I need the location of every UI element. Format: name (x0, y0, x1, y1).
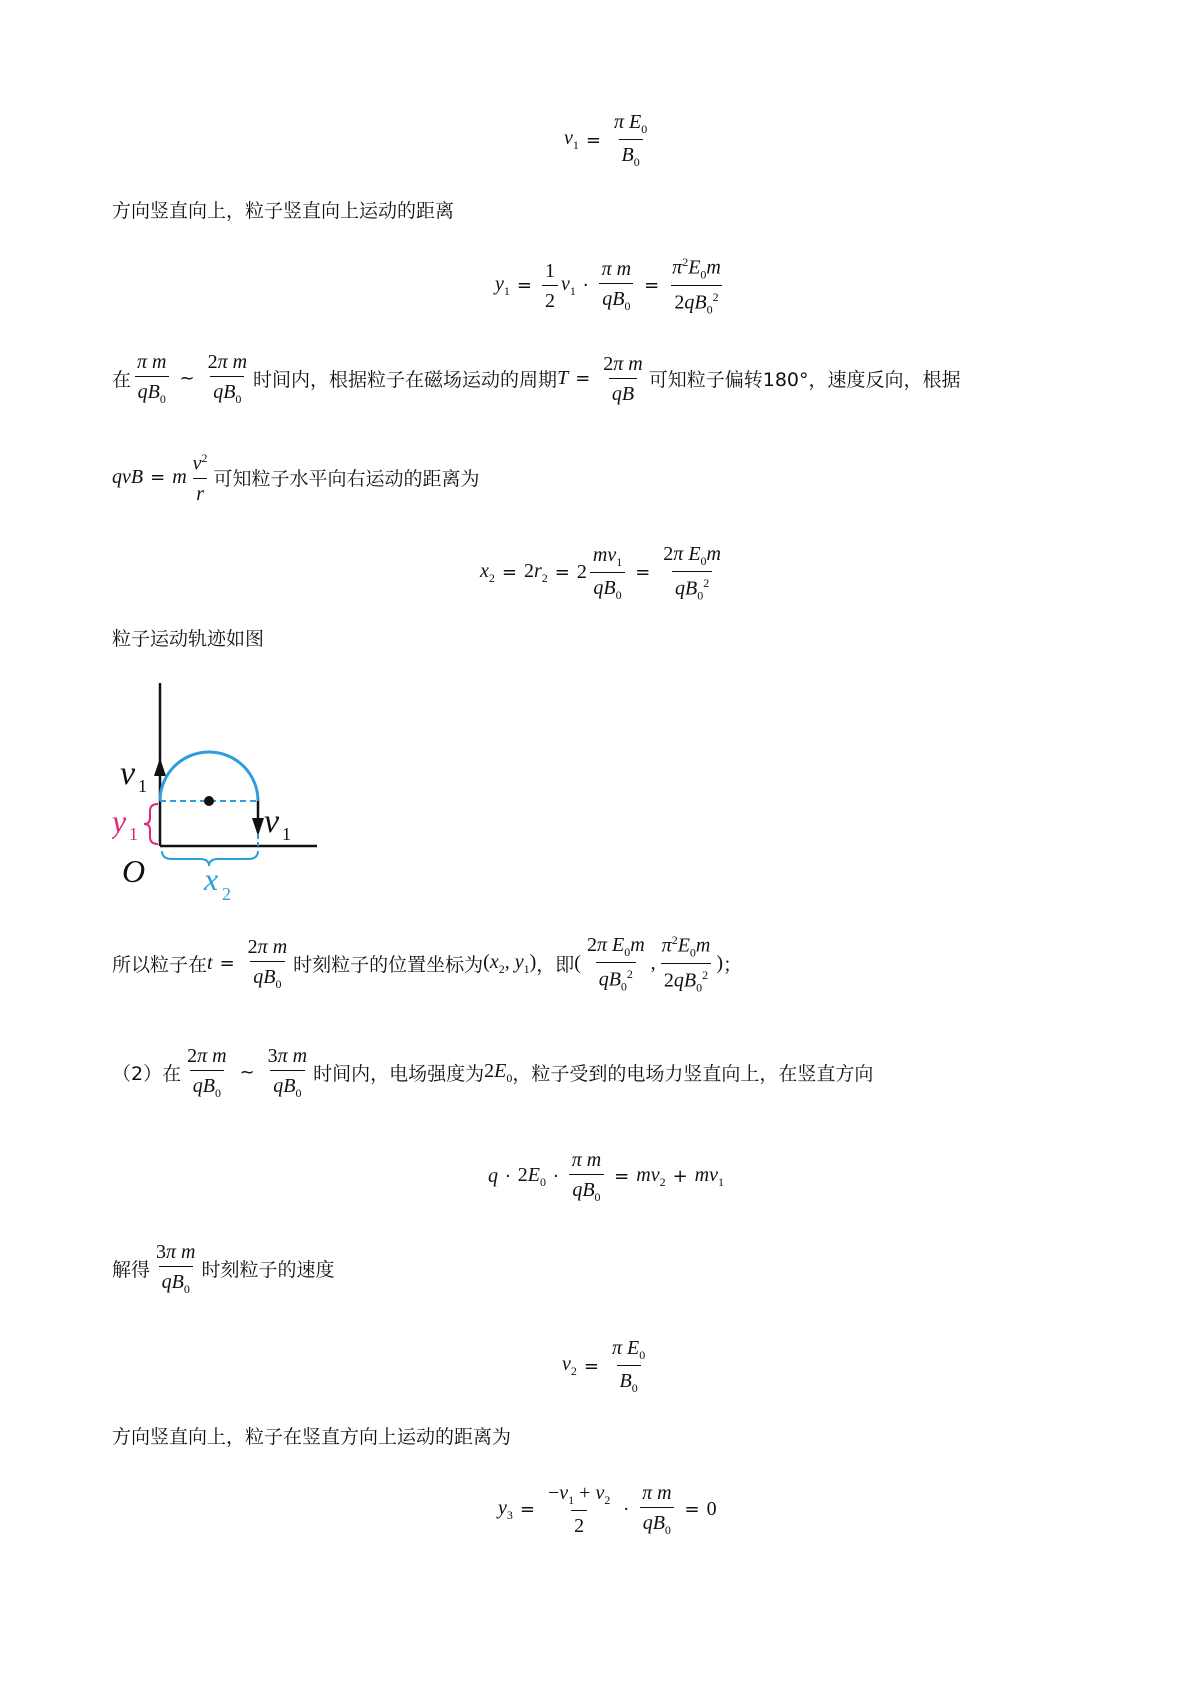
text-line-4: 粒子运动轨迹如图 (112, 628, 265, 650)
text-line-8: 方向竖直向上，粒子在竖直方向上运动的距离为 (112, 1426, 512, 1448)
label-v1-right: v (264, 803, 280, 840)
line5-text-d: ； (723, 954, 743, 977)
equation-v1: $v_1$ = $\frac{\pi E_0}{B_0}$ (564, 111, 648, 169)
line6-text-b: 时间内，电场强度为 (313, 1063, 485, 1085)
text-line-5: 所以粒子在 t = $\frac{\text{2π m}}{qB_0}$ 时刻粒子的位置坐标为 ($x_2$, $y_1$) ，即 ( $\frac{2\pi E_0m}{qB_0^2}$ , $\frac{\pi^2E_0m}{2qB_0^2}$ ) ； (112, 933, 743, 995)
text-line-3: qvB = m $\frac{v^2}{r}$ 可知粒子水平向右运动的距离为 (112, 451, 480, 505)
equation-v2: $v_2$ = $\frac{\pi E_0}{B_0}$ (562, 1337, 646, 1395)
label-y1-sub: 1 (129, 824, 138, 844)
line7-text-a: 解得 (112, 1259, 151, 1281)
equation-x2: $x_2$ = $2r_2$ = 2 $\frac{mv_1}{qB_0}$ = $\frac{2\pi E_0m}{qB_0^2}$ (480, 543, 721, 603)
trajectory-figure (112, 678, 342, 908)
center-dot (204, 796, 214, 806)
line3-text: 可知粒子水平向右运动的距离为 (213, 468, 480, 491)
label-origin: O (122, 853, 146, 889)
line5-text-c: ，即 (536, 954, 575, 977)
label-v1-top: v (120, 755, 136, 792)
line2-text-b: 时间内，根据粒子在磁场运动的周期 (253, 369, 558, 391)
label-x2: x (204, 861, 219, 897)
up-arrow-icon (154, 758, 166, 776)
line2-text-a: 在 (112, 369, 132, 391)
text-line-1: 方向竖直向上，粒子竖直向上运动的距离 (112, 200, 455, 222)
semicircle-arc (160, 752, 258, 801)
equation-impulse: q · $2E_0$ · $\frac{\text{π m}}{qB_0}$ = $mv_2$ + $mv_1$ (488, 1149, 724, 1204)
down-arrow-icon (252, 818, 264, 836)
line6-text-c: ，粒子受到的电场力竖直向上，在竖直方向 (512, 1063, 874, 1085)
y-brace (144, 804, 158, 844)
text-line-6: （2）在 $\frac{\text{2π m}}{qB_0}$ ~ $\frac{\text{3π m}}{qB_0}$ 时间内，电场强度为 $2E_0$ ，粒子受到的电场力竖直向上，在竖直方向 (112, 1045, 874, 1100)
label-x2-sub: 2 (222, 884, 231, 904)
text-line-7: 解得 $\frac{\text{3π m}}{qB_0}$ 时刻粒子的速度 (112, 1241, 335, 1296)
equation-y3: $y_3$ = $\frac{-v_1 + v_2}{2}$ · $\frac{\text{π m}}{qB_0}$ = 0 (498, 1482, 717, 1537)
label-y1: y (112, 803, 127, 839)
line7-text-b: 时刻粒子的速度 (201, 1259, 335, 1281)
line5-text-b: 时刻粒子的位置坐标为 (293, 954, 484, 977)
line6-text-a: （2）在 (112, 1063, 182, 1085)
line5-text-a: 所以粒子在 (112, 954, 208, 977)
text-line-2: 在 $\frac{\text{π m}}{qB_0}$ ~ $\frac{\text{2π m}}{qB_0}$ 时间内，根据粒子在磁场运动的周期 T = $\frac{\text{2π m}}{qB}$ 可知粒子偏转180°，速度反向，根据 (112, 351, 961, 406)
equation-y1: $y_1$ = $\frac{1}{2}$ $v_1$ · $\frac{\text{π m}}{qB_0}$ = $\frac{\pi^2E_0m}{2qB_0^2}$ (495, 255, 721, 317)
line2-text-c: 可知粒子偏转180°，速度反向，根据 (648, 369, 961, 391)
label-v1-right-sub: 1 (282, 824, 291, 844)
label-v1-top-sub: 1 (138, 776, 147, 796)
